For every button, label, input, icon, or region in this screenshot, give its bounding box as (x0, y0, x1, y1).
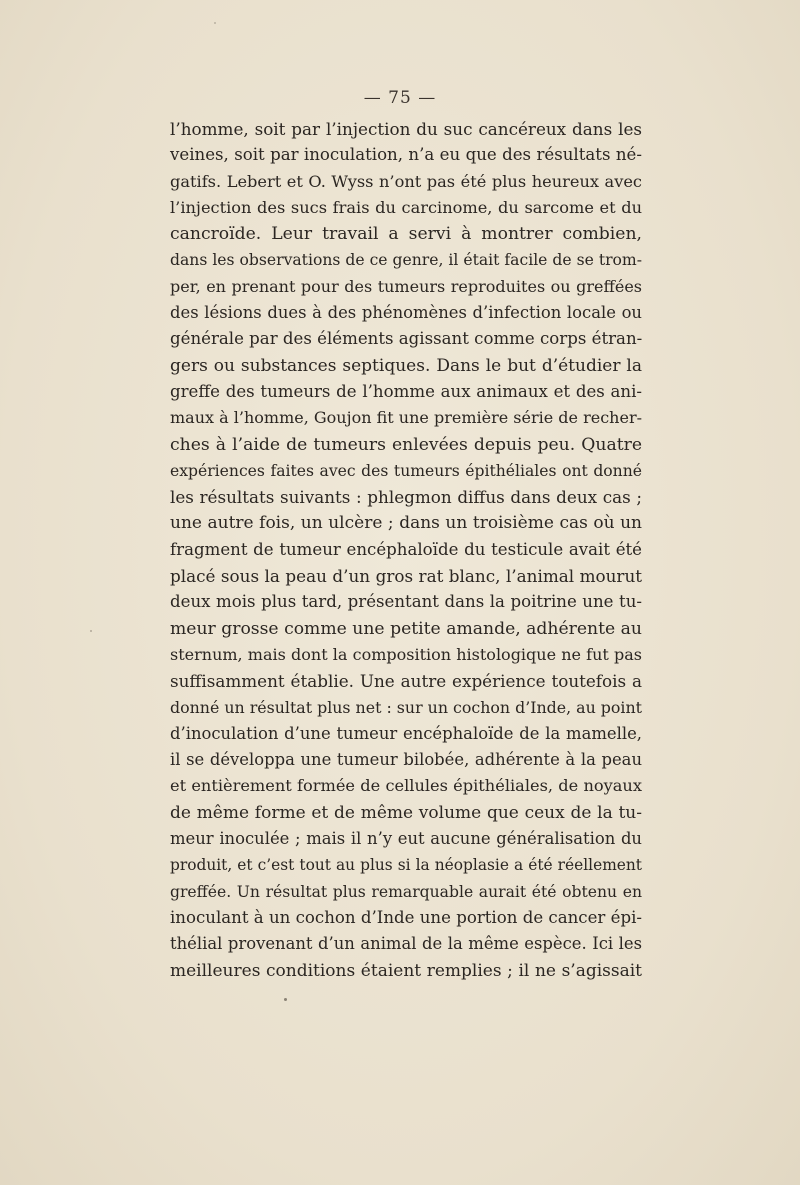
text-line: des lésions dues à des phénomènes d’infection locale ou (170, 303, 642, 323)
text-line: gatifs. Lebert et O. Wyss n’ont pas été plus heureux avec (170, 171, 642, 191)
text-line: maux à l’homme, Goujon fit une première série de recher- (170, 408, 642, 428)
text-line: dans les observations de ce genre, il était facile de se trom- (170, 251, 642, 270)
text-line: placé sous la peau d’un gros rat blanc, l’animal mourut (170, 566, 642, 587)
paper-speck (284, 998, 287, 1001)
text-line: d’inoculation d’une tumeur encéphaloïde de la mamelle, (170, 723, 642, 743)
text-line: générale par des éléments agissant comme corps étran- (170, 329, 643, 349)
text-line: il se développa une tumeur bilobée, adhérente à la peau (170, 750, 642, 770)
text-line: fragment de tumeur encéphaloïde du testicule avait été (170, 539, 642, 559)
text-line: per, en prenant pour des tumeurs reproduites ou greffées (170, 276, 642, 296)
text-line: thélial provenant d’un animal de la même espèce. Ici les (170, 934, 642, 954)
text-line: les résultats suivants : phlegmon diffus dans deux cas ; (170, 487, 642, 508)
text-line: greffe des tumeurs de l’homme aux animaux et des ani- (170, 381, 642, 401)
text-line: sternum, mais dont la composition histologique ne fut pas (170, 644, 642, 664)
text-line: expériences faites avec des tumeurs épithéliales ont donné (170, 461, 642, 480)
text-line: greffée. Un résultat plus remarquable aurait été obtenu en (170, 882, 642, 901)
paper-speck (214, 22, 216, 24)
text-line: inoculant à un cochon d’Inde une portion de cancer épi- (170, 907, 642, 927)
text-line: cancroïde. Leur travail a servi à montrer combien, (170, 224, 642, 245)
body-text (170, 116, 642, 984)
text-line: meilleures conditions étaient remplies ; il ne s’agissait (170, 960, 642, 981)
text-line: une autre fois, un ulcère ; dans un troisième cas où un (170, 513, 642, 534)
text-line: l’injection des sucs frais du carcinome, du sarcome et du (170, 197, 642, 217)
text-line: de même forme et de même volume que ceux de la tu- (170, 802, 642, 823)
text-line: et entièrement formée de cellules épithéliales, de noyaux (170, 776, 642, 796)
text-line: gers ou substances septiques. Dans le but d’étudier la (170, 355, 642, 376)
text-line: produit, et c’est tout au plus si la néoplasie a été réellement (170, 856, 642, 875)
text-line: suffisamment établie. Une autre expérience toutefois a (170, 671, 642, 692)
text-line: l’homme, soit par l’injection du suc cancéreux dans les (170, 119, 642, 139)
text-line: meur inoculée ; mais il n’y eut aucune généralisation du (170, 829, 642, 849)
text-line: veines, soit par inoculation, n’a eu que des résultats né- (170, 145, 642, 165)
text-line: deux mois plus tard, présentant dans la poitrine une tu- (170, 592, 642, 612)
text-line: donné un résultat plus net : sur un cochon d’Inde, au point (170, 697, 642, 717)
text-line: ches à l’aide de tumeurs enlevées depuis peu. Quatre (170, 434, 642, 455)
paper-speck (90, 630, 92, 632)
page-number: — 75 — (363, 88, 437, 108)
text-line: meur grosse comme une petite amande, adhérente au (170, 618, 642, 639)
